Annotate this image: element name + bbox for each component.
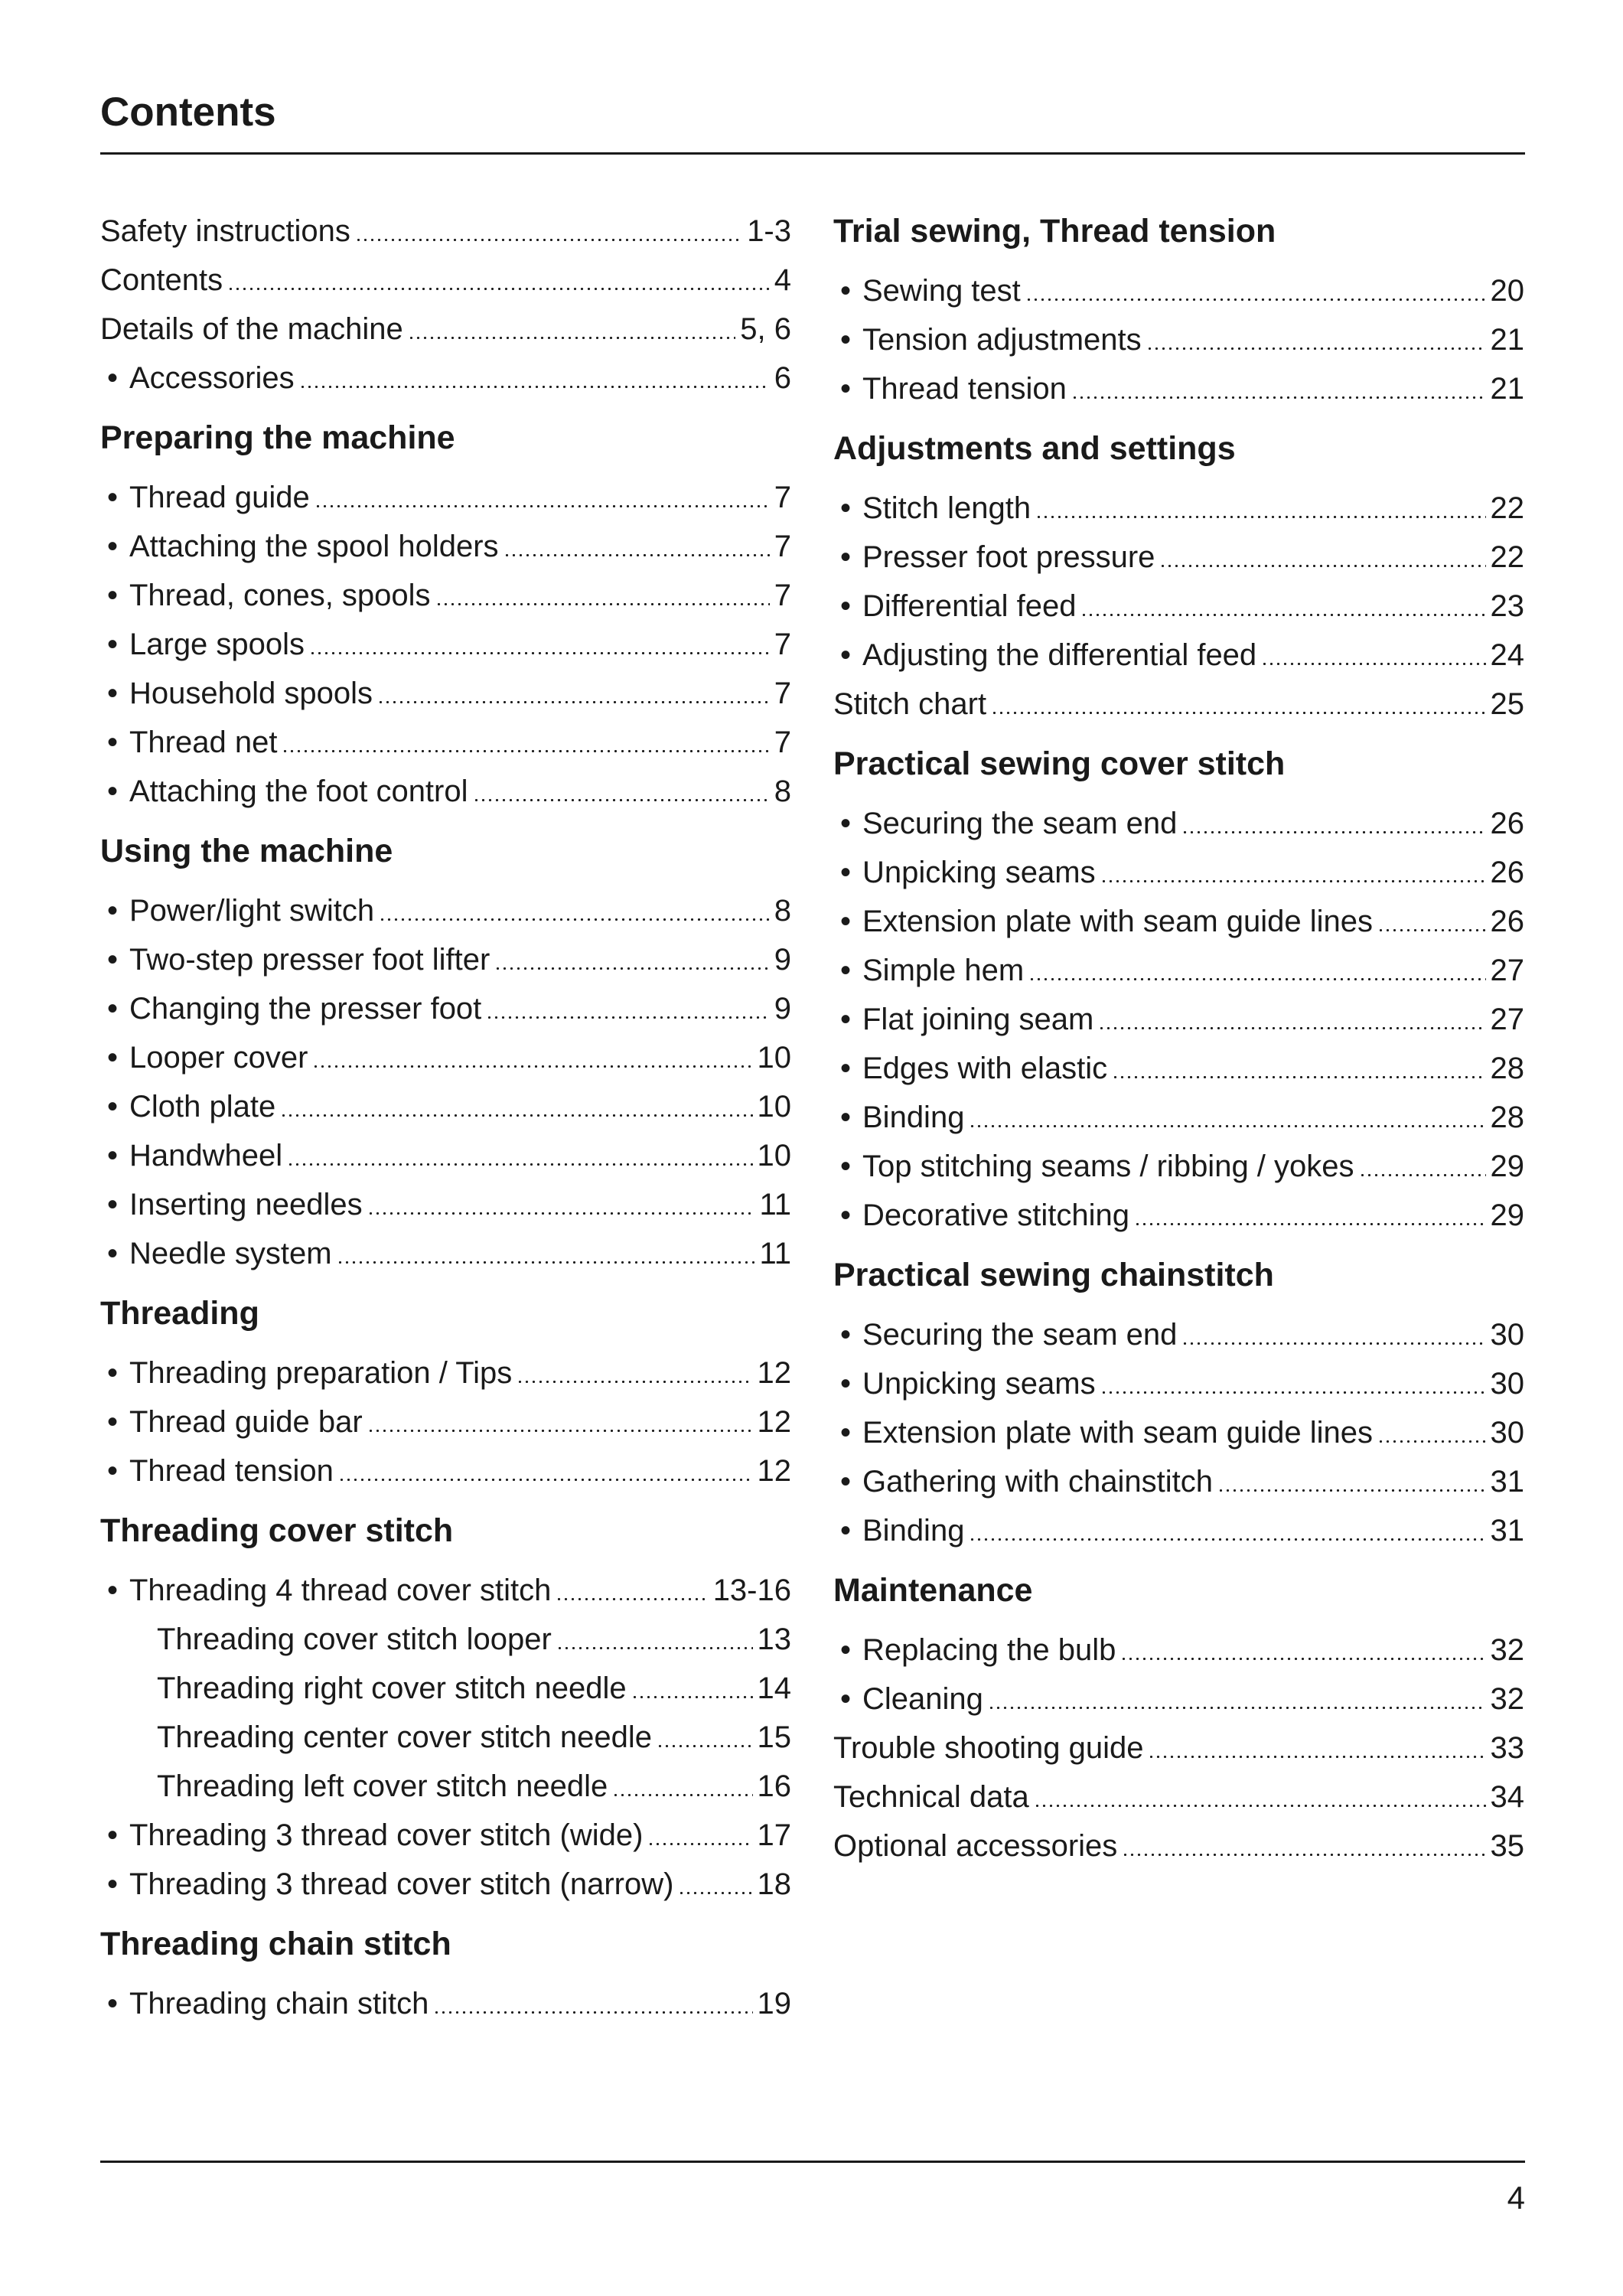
bullet-icon: • xyxy=(840,807,852,840)
toc-entry-page: 21 xyxy=(1490,323,1524,357)
dot-leader xyxy=(1181,831,1485,833)
toc-entry-label: Adjusting the differential feed xyxy=(862,638,1257,672)
toc-entry[interactable] xyxy=(833,1724,1524,1773)
toc-entry-label: Thread guide xyxy=(129,481,310,514)
toc-entry-label: Cloth plate xyxy=(129,1090,276,1124)
toc-entry-label: Sewing test xyxy=(862,274,1021,308)
toc-entry-label: Safety instructions xyxy=(100,214,350,248)
bullet-icon: • xyxy=(107,1188,119,1221)
toc-entry-page: 7 xyxy=(774,726,791,759)
dot-leader xyxy=(408,337,736,339)
toc-entry-label: Unpicking seams xyxy=(862,1367,1096,1401)
toc-entry[interactable] xyxy=(100,1811,791,1860)
dot-leader xyxy=(433,2011,752,2014)
dot-leader xyxy=(969,1538,1485,1541)
toc-entry-page: 27 xyxy=(1490,954,1524,987)
toc-entry-page: 23 xyxy=(1490,589,1524,623)
section-heading: Using the machine xyxy=(100,833,393,869)
bullet-icon: • xyxy=(107,775,119,808)
toc-entry-page: 20 xyxy=(1490,274,1524,308)
toc-entry-page: 32 xyxy=(1490,1633,1524,1667)
bullet-icon: • xyxy=(107,1867,119,1901)
toc-entry-label: Edges with elastic xyxy=(862,1052,1108,1085)
bullet-icon: • xyxy=(840,274,852,308)
toc-entry-page: 9 xyxy=(774,943,791,977)
bullet-icon: • xyxy=(107,628,119,661)
dot-leader xyxy=(486,1016,769,1019)
toc-entry[interactable] xyxy=(100,1180,791,1229)
toc-entry[interactable] xyxy=(833,533,1524,582)
toc-entry-label: Tension adjustments xyxy=(862,323,1142,357)
bullet-icon: • xyxy=(840,1633,852,1667)
toc-entry-label: Top stitching seams / ribbing / yokes xyxy=(862,1150,1354,1183)
toc-entry[interactable] xyxy=(833,1093,1524,1142)
dot-leader xyxy=(227,288,770,290)
dot-leader xyxy=(1377,1440,1485,1443)
toc-entry-label: Threading center cover stitch needle xyxy=(157,1720,653,1754)
bullet-icon: • xyxy=(107,726,119,759)
toc-entry-label: Thread net xyxy=(129,726,278,759)
toc-entry-label: Extension plate with seam guide lines xyxy=(862,905,1374,938)
toc-entry[interactable] xyxy=(833,1506,1524,1555)
toc-entry-page: 28 xyxy=(1490,1052,1524,1085)
toc-entry-label: Inserting needles xyxy=(129,1188,363,1221)
toc-entry-page: 5, 6 xyxy=(740,312,791,346)
toc-entry-label: Two-step presser foot lifter xyxy=(129,943,490,977)
toc-entry-page: 19 xyxy=(757,1987,791,2020)
toc-entry[interactable] xyxy=(100,256,791,305)
toc-entry-page: 30 xyxy=(1490,1367,1524,1401)
toc-entry-label: Attaching the foot control xyxy=(129,775,468,808)
dot-leader xyxy=(377,701,770,703)
toc-entry[interactable] xyxy=(833,484,1524,533)
toc-entry-page: 11 xyxy=(759,1237,791,1270)
toc-entry-label: Details of the machine xyxy=(100,312,403,346)
toc-entry-page: 18 xyxy=(757,1867,791,1901)
toc-entry-page: 35 xyxy=(1490,1829,1524,1863)
bullet-icon: • xyxy=(107,1139,119,1172)
toc-entry[interactable] xyxy=(100,1566,791,1615)
toc-entry-label: Differential feed xyxy=(862,589,1077,623)
toc-entry[interactable] xyxy=(833,848,1524,897)
dot-leader xyxy=(282,750,769,752)
toc-entry-page: 29 xyxy=(1490,1199,1524,1232)
toc-entry[interactable] xyxy=(833,1626,1524,1675)
toc-entry-page: 26 xyxy=(1490,807,1524,840)
dot-leader xyxy=(647,1843,752,1845)
dot-leader xyxy=(1071,396,1486,399)
toc-entry[interactable] xyxy=(100,1860,791,1909)
section-heading: Threading chain stitch xyxy=(100,1926,451,1962)
toc-entry-label: Threading chain stitch xyxy=(129,1987,429,2020)
toc-entry-label: Gathering with chainstitch xyxy=(862,1465,1214,1499)
toc-entry-label: Stitch length xyxy=(862,491,1031,525)
dot-leader xyxy=(612,1794,752,1796)
dot-leader xyxy=(556,1647,753,1649)
toc-entry[interactable] xyxy=(833,1142,1524,1191)
toc-entry[interactable] xyxy=(100,767,791,816)
toc-entry-page: 13-16 xyxy=(712,1574,791,1607)
toc-entry-page: 13 xyxy=(757,1623,791,1656)
dot-leader xyxy=(631,1696,753,1698)
toc-entry-page: 9 xyxy=(774,992,791,1026)
toc-entry[interactable] xyxy=(100,669,791,718)
toc-entry-label: Presser foot pressure xyxy=(862,540,1155,574)
footer-rule xyxy=(100,2161,1525,2163)
dot-leader xyxy=(1100,880,1486,882)
toc-entry[interactable] xyxy=(100,1131,791,1180)
toc-entry-page: 27 xyxy=(1490,1003,1524,1036)
toc-entry-page: 25 xyxy=(1490,687,1524,721)
toc-entry-page: 11 xyxy=(759,1188,791,1221)
dot-leader xyxy=(556,1598,708,1600)
dot-leader xyxy=(1146,347,1486,350)
bullet-icon: • xyxy=(840,540,852,574)
toc-entry[interactable] xyxy=(833,1675,1524,1724)
toc-entry[interactable] xyxy=(100,1397,791,1446)
toc-entry[interactable] xyxy=(100,305,791,354)
toc-entry-label: Trouble shooting guide xyxy=(833,1731,1144,1765)
toc-entry-label: Flat joining seam xyxy=(862,1003,1094,1036)
dot-leader xyxy=(1120,1658,1485,1660)
toc-subentry[interactable] xyxy=(100,1762,791,1811)
dot-leader xyxy=(494,967,769,970)
dot-leader xyxy=(367,1430,753,1432)
bullet-icon: • xyxy=(107,1987,119,2020)
bullet-icon: • xyxy=(840,638,852,672)
toc-entry-page: 7 xyxy=(774,628,791,661)
toc-entry-label: Household spools xyxy=(129,677,373,710)
toc-entry-label: Looper cover xyxy=(129,1041,308,1075)
dot-leader xyxy=(338,1479,753,1481)
toc-entry-page: 7 xyxy=(774,579,791,612)
toc-entry-label: Securing the seam end xyxy=(862,807,1178,840)
dot-leader xyxy=(657,1745,752,1747)
toc-entry-label: Binding xyxy=(862,1101,965,1134)
toc-entry[interactable] xyxy=(100,1229,791,1278)
dot-leader xyxy=(337,1261,755,1264)
bullet-icon: • xyxy=(840,1514,852,1548)
bullet-icon: • xyxy=(840,1318,852,1352)
toc-entry-label: Needle system xyxy=(129,1237,332,1270)
bullet-icon: • xyxy=(840,1101,852,1134)
toc-entry[interactable] xyxy=(833,1044,1524,1093)
toc-entry[interactable] xyxy=(833,582,1524,631)
toc-left-column xyxy=(100,207,791,2028)
toc-entry-page: 15 xyxy=(757,1720,791,1754)
bullet-icon: • xyxy=(107,1237,119,1270)
bullet-icon: • xyxy=(107,1818,119,1852)
toc-entry[interactable] xyxy=(100,984,791,1033)
section-heading: Preparing the machine xyxy=(100,419,455,456)
bullet-icon: • xyxy=(107,1574,119,1607)
toc-entry[interactable] xyxy=(833,1310,1524,1359)
toc-entry[interactable] xyxy=(100,935,791,984)
bullet-icon: • xyxy=(840,1682,852,1716)
dot-leader xyxy=(309,652,770,654)
toc-entry-page: 6 xyxy=(774,361,791,395)
toc-entry[interactable] xyxy=(833,995,1524,1044)
toc-entry-page: 24 xyxy=(1490,638,1524,672)
toc-entry-page: 4 xyxy=(774,263,791,297)
dot-leader xyxy=(379,918,770,921)
toc-entry-page: 34 xyxy=(1490,1780,1524,1814)
bullet-icon: • xyxy=(840,1150,852,1183)
header-rule xyxy=(100,152,1525,155)
toc-entry-page: 8 xyxy=(774,775,791,808)
dot-leader xyxy=(517,1381,752,1383)
toc-entry[interactable] xyxy=(833,1773,1524,1821)
bullet-icon: • xyxy=(840,491,852,525)
dot-leader xyxy=(1359,1174,1486,1176)
toc-entry-label: Thread, cones, spools xyxy=(129,579,431,612)
bullet-icon: • xyxy=(107,361,119,395)
dot-leader xyxy=(314,505,770,507)
section-heading: Threading xyxy=(100,1295,259,1332)
toc-entry-label: Simple hem xyxy=(862,954,1025,987)
bullet-icon: • xyxy=(840,372,852,406)
bullet-icon: • xyxy=(840,1199,852,1232)
toc-entry[interactable] xyxy=(833,1191,1524,1240)
dot-leader xyxy=(299,386,770,388)
toc-entry-label: Binding xyxy=(862,1514,965,1548)
bullet-icon: • xyxy=(840,954,852,987)
dot-leader xyxy=(1159,565,1485,567)
toc-entry[interactable] xyxy=(100,1446,791,1495)
toc-entry-page: 12 xyxy=(757,1405,791,1439)
toc-subentry[interactable] xyxy=(100,1664,791,1713)
toc-entry-label: Thread tension xyxy=(129,1454,334,1488)
toc-subentry[interactable] xyxy=(100,1615,791,1664)
toc-entry-label: Replacing the bulb xyxy=(862,1633,1116,1667)
toc-entry-label: Threading right cover stitch needle xyxy=(157,1671,627,1705)
dot-leader xyxy=(1148,1756,1485,1758)
toc-entry-label: Thread tension xyxy=(862,372,1067,406)
toc-entry-page: 12 xyxy=(757,1356,791,1390)
toc-entry-page: 14 xyxy=(757,1671,791,1705)
toc-entry[interactable] xyxy=(100,354,791,403)
page-number: 4 xyxy=(1507,2180,1525,2216)
toc-entry-label: Threading preparation / Tips xyxy=(129,1356,513,1390)
toc-entry-page: 30 xyxy=(1490,1416,1524,1450)
bullet-icon: • xyxy=(840,905,852,938)
toc-entry[interactable] xyxy=(833,266,1524,315)
toc-entry-page: 29 xyxy=(1490,1150,1524,1183)
toc-entry-label: Power/light switch xyxy=(129,894,375,928)
toc-entry-page: 7 xyxy=(774,677,791,710)
toc-entry-page: 16 xyxy=(757,1769,791,1803)
bullet-icon: • xyxy=(840,589,852,623)
toc-entry-page: 26 xyxy=(1490,905,1524,938)
toc-entry-label: Extension plate with seam guide lines xyxy=(862,1416,1374,1450)
toc-entry-page: 33 xyxy=(1490,1731,1524,1765)
toc-entry-page: 22 xyxy=(1490,540,1524,574)
bullet-icon: • xyxy=(840,1003,852,1036)
bullet-icon: • xyxy=(107,530,119,563)
toc-entry-label: Changing the presser foot xyxy=(129,992,482,1026)
dot-leader xyxy=(504,554,770,556)
section-heading: Practical sewing chainstitch xyxy=(833,1257,1274,1293)
toc-entry[interactable] xyxy=(833,631,1524,680)
bullet-icon: • xyxy=(107,1041,119,1075)
toc-entry-label: Handwheel xyxy=(129,1139,283,1172)
toc-entry[interactable] xyxy=(833,946,1524,995)
toc-entry-page: 22 xyxy=(1490,491,1524,525)
toc-entry-label: Optional accessories xyxy=(833,1829,1118,1863)
bullet-icon: • xyxy=(107,992,119,1026)
toc-entry-page: 10 xyxy=(757,1139,791,1172)
dot-leader xyxy=(969,1125,1485,1127)
toc-entry[interactable] xyxy=(100,620,791,669)
toc-entry-label: Unpicking seams xyxy=(862,856,1096,889)
toc-entry-label: Securing the seam end xyxy=(862,1318,1178,1352)
toc-entry-page: 1-3 xyxy=(747,214,791,248)
toc-entry[interactable] xyxy=(100,473,791,522)
dot-leader xyxy=(1181,1342,1485,1345)
dot-leader xyxy=(678,1892,752,1894)
toc-entry[interactable] xyxy=(100,1979,791,2028)
dot-leader xyxy=(991,712,1485,714)
bullet-icon: • xyxy=(840,1367,852,1401)
toc-entry[interactable] xyxy=(833,1821,1524,1870)
bullet-icon: • xyxy=(107,1405,119,1439)
bullet-icon: • xyxy=(107,943,119,977)
toc-entry[interactable] xyxy=(100,1033,791,1082)
toc-entry[interactable] xyxy=(833,315,1524,364)
section-heading: Practical sewing cover stitch xyxy=(833,745,1286,782)
bullet-icon: • xyxy=(107,1356,119,1390)
dot-leader xyxy=(1112,1076,1485,1078)
toc-entry[interactable] xyxy=(833,1408,1524,1457)
toc-entry[interactable] xyxy=(100,522,791,571)
toc-entry[interactable] xyxy=(833,1359,1524,1408)
toc-entry-page: 8 xyxy=(774,894,791,928)
toc-entry[interactable] xyxy=(833,1457,1524,1506)
dot-leader xyxy=(1377,929,1485,931)
toc-entry-label: Cleaning xyxy=(862,1682,983,1716)
toc-entry-page: 30 xyxy=(1490,1318,1524,1352)
bullet-icon: • xyxy=(840,1416,852,1450)
dot-leader xyxy=(1034,1805,1486,1807)
toc-entry[interactable] xyxy=(100,571,791,620)
dot-leader xyxy=(367,1212,755,1215)
bullet-icon: • xyxy=(840,856,852,889)
dot-leader xyxy=(1080,614,1485,616)
toc-entry-label: Technical data xyxy=(833,1780,1029,1814)
toc-right-column xyxy=(833,207,1524,1870)
toc-entry-page: 26 xyxy=(1490,856,1524,889)
bullet-icon: • xyxy=(107,1090,119,1124)
bullet-icon: • xyxy=(107,677,119,710)
toc-entry-label: Threading 4 thread cover stitch xyxy=(129,1574,552,1607)
bullet-icon: • xyxy=(840,1052,852,1085)
bullet-icon: • xyxy=(107,894,119,928)
toc-entry-label: Accessories xyxy=(129,361,295,395)
toc-entry[interactable] xyxy=(833,799,1524,848)
dot-leader xyxy=(287,1163,752,1166)
bullet-icon: • xyxy=(840,1465,852,1499)
toc-entry-page: 28 xyxy=(1490,1101,1524,1134)
dot-leader xyxy=(280,1114,752,1117)
dot-leader xyxy=(1217,1489,1485,1492)
toc-subentry[interactable] xyxy=(100,1713,791,1762)
dot-leader xyxy=(355,239,742,241)
bullet-icon: • xyxy=(107,579,119,612)
toc-entry[interactable] xyxy=(833,680,1524,729)
dot-leader xyxy=(1134,1223,1485,1225)
toc-entry-label: Threading cover stitch looper xyxy=(157,1623,552,1656)
toc-entry-label: Large spools xyxy=(129,628,305,661)
toc-entry-label: Attaching the spool holders xyxy=(129,530,499,563)
toc-entry-page: 31 xyxy=(1490,1514,1524,1548)
section-heading: Trial sewing, Thread tension xyxy=(833,213,1276,249)
toc-entry[interactable] xyxy=(100,718,791,767)
toc-entry-label: Stitch chart xyxy=(833,687,987,721)
bullet-icon: • xyxy=(840,323,852,357)
toc-entry-page: 17 xyxy=(757,1818,791,1852)
toc-entry[interactable] xyxy=(100,1349,791,1397)
toc-entry-label: Threading 3 thread cover stitch (wide) xyxy=(129,1818,644,1852)
toc-entry-label: Contents xyxy=(100,263,223,297)
toc-entry-label: Threading 3 thread cover stitch (narrow) xyxy=(129,1867,674,1901)
toc-entry-page: 21 xyxy=(1490,372,1524,406)
toc-entry[interactable] xyxy=(100,207,791,256)
bullet-icon: • xyxy=(107,481,119,514)
bullet-icon: • xyxy=(107,1454,119,1488)
toc-entry-page: 31 xyxy=(1490,1465,1524,1499)
toc-entry-page: 10 xyxy=(757,1090,791,1124)
toc-entry-page: 10 xyxy=(757,1041,791,1075)
dot-leader xyxy=(1028,978,1485,980)
dot-leader xyxy=(1261,663,1485,665)
toc-entry-page: 12 xyxy=(757,1454,791,1488)
dot-leader xyxy=(1098,1027,1485,1029)
dot-leader xyxy=(473,799,770,801)
toc-entry[interactable] xyxy=(833,897,1524,946)
toc-entry[interactable] xyxy=(833,364,1524,413)
toc-entry-page: 7 xyxy=(774,530,791,563)
section-heading: Threading cover stitch xyxy=(100,1512,454,1549)
toc-entry-label: Decorative stitching xyxy=(862,1199,1130,1232)
dot-leader xyxy=(988,1707,1486,1709)
toc-entry-page: 32 xyxy=(1490,1682,1524,1716)
dot-leader xyxy=(1122,1854,1485,1856)
toc-entry[interactable] xyxy=(100,886,791,935)
toc-entry-page: 7 xyxy=(774,481,791,514)
dot-leader xyxy=(1025,298,1486,301)
toc-entry-label: Threading left cover stitch needle xyxy=(157,1769,608,1803)
section-heading: Maintenance xyxy=(833,1572,1033,1609)
toc-entry-label: Thread guide bar xyxy=(129,1405,363,1439)
section-heading: Adjustments and settings xyxy=(833,430,1236,467)
toc-entry[interactable] xyxy=(100,1082,791,1131)
dot-leader xyxy=(1035,516,1485,518)
page-title: Contents xyxy=(100,90,276,135)
dot-leader xyxy=(1100,1391,1486,1394)
dot-leader xyxy=(312,1065,752,1068)
dot-leader xyxy=(435,603,770,605)
